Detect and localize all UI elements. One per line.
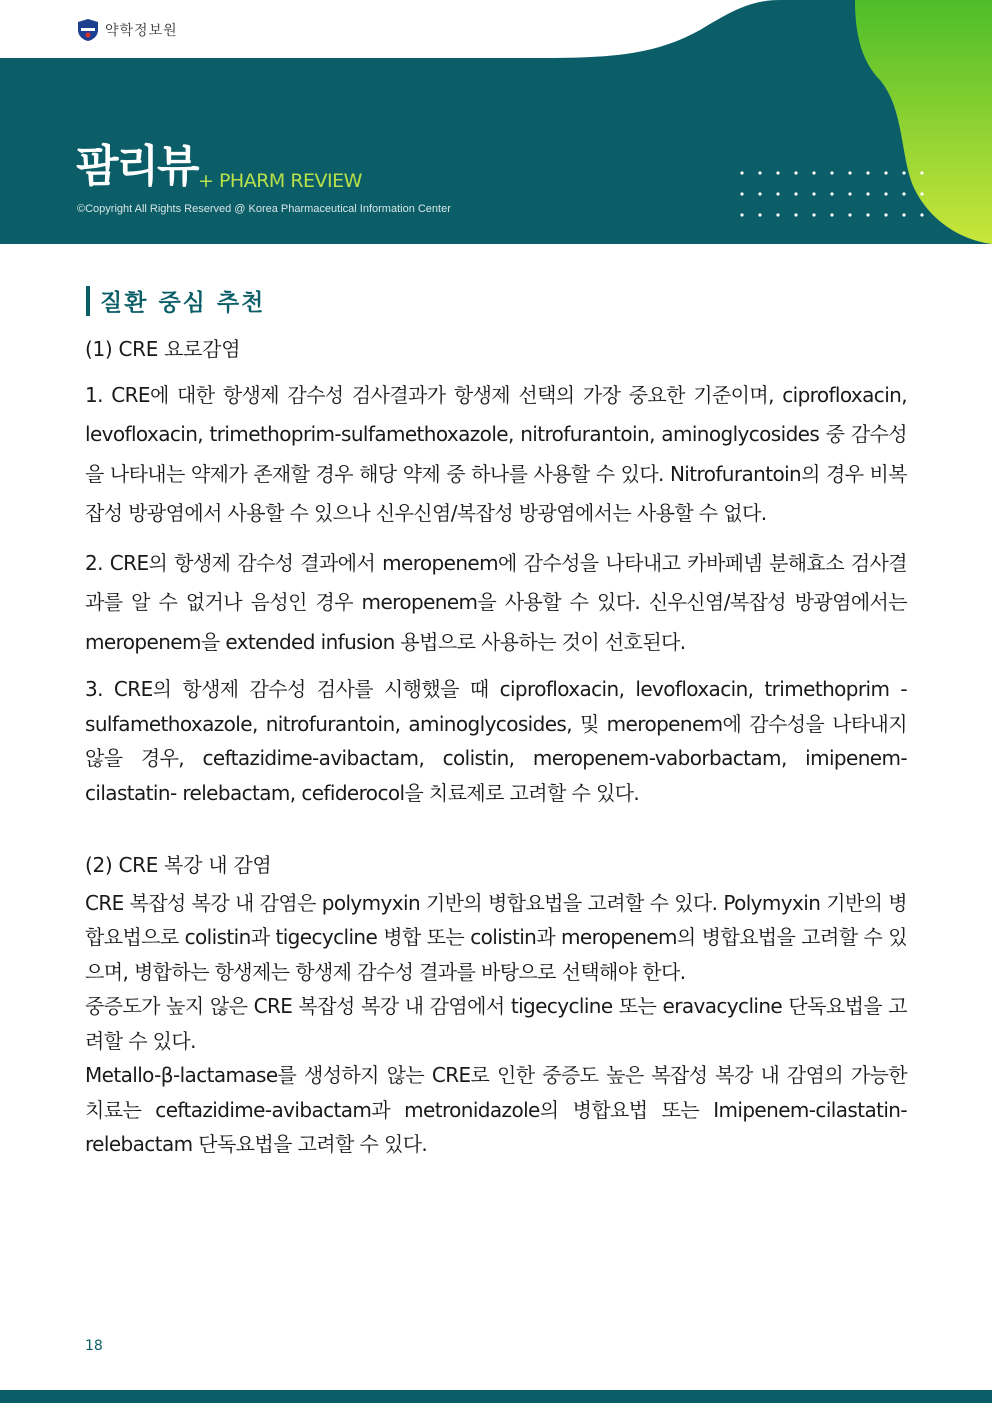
part1-item: 3. CRE의 항생제 감수성 검사를 시행했을 때 ciprofloxacin, levofloxacin, trimethoprim -sulfamethoxazole, nitrofurantoin, aminoglycosides, 및 meropenem에 감수성을 나타내지 않을 경우, ceftazidime-avibactam, colistin, meropenem-vaborbactam, imipenem-cilastatin- relebactam, cefiderocol을 치료제로 고려할 수 있다.: [85, 677, 907, 805]
dot: [776, 213, 779, 216]
dot: [920, 171, 923, 174]
dot: [776, 192, 779, 195]
copyright-text: ©Copyright All Rights Reserved @ Korea Pharmaceutical Information Center: [77, 203, 451, 215]
section-heading: [86, 284, 265, 317]
dot: [866, 192, 869, 195]
main-content: [85, 330, 907, 1162]
dot: [830, 192, 833, 195]
part1-title: (1) CRE 요로감염: [85, 337, 241, 361]
footer-bar: [0, 1390, 992, 1403]
dot: [920, 192, 923, 195]
part1-item: 1. CRE에 대한 항생제 감수성 검사결과가 항생제 선택의 가장 중요한 기준이며, ciprofloxacin, levofloxacin, trimethoprim-sulfamethoxazole, nitrofurantoin, aminoglycosides 중 감수성을 나타내는 약제가 존재할 경우 해당 약제 중 하나를 사용할 수 있다. Nitrofurantoin의 경우 비복잡성 방광염에서 사용할 수 있으나 신우신염/복잡성 방광염에서는 사용할 수 없다.: [85, 382, 907, 525]
dot: [920, 213, 923, 216]
page-number: 18: [85, 1338, 103, 1354]
dot: [884, 213, 887, 216]
dot: [776, 171, 779, 174]
part2-paragraph: 중증도가 높지 않은 CRE 복잡성 복강 내 감염에서 tigecycline 또는 eravacycline 단독요법을 고려할 수 있다.: [85, 994, 907, 1053]
part2-paragraph: Metallo-β-lactamase를 생성하지 않는 CRE로 인한 중증도 높은 복잡성 복강 내 감염의 가능한 치료는 ceftazidime-avibactam과 metronidazole의 병합요법 또는 Imipenem-cilastatin-relebactam 단독요법을 고려할 수 있다.: [85, 1063, 907, 1156]
org-logo: [77, 18, 178, 42]
shield-emblem-icon: [77, 18, 99, 42]
dot: [830, 171, 833, 174]
page-title: 팜리뷰: [76, 141, 198, 192]
dot: [758, 213, 761, 216]
dot: [866, 213, 869, 216]
section-title: 질환 중심 추천: [100, 290, 266, 316]
part2-paragraph: CRE 복잡성 복강 내 감염은 polymyxin 기반의 병합요법을 고려할 수 있다. Polymyxin 기반의 병합요법으로 colistin과 tigecycline 병합 또는 colistin과 meropenem의 병합요법을 고려할 수 있으며, 병합하는 항생제는 항생제 감수성 결과를 바탕으로 선택해야 한다.: [85, 890, 907, 984]
dot: [794, 171, 797, 174]
dot: [794, 213, 797, 216]
dot: [902, 171, 905, 174]
dot: [740, 213, 743, 216]
dot: [902, 192, 905, 195]
heading-bar: [86, 286, 90, 316]
dot: [830, 213, 833, 216]
dot: [758, 192, 761, 195]
dot: [740, 171, 743, 174]
dot: [758, 171, 761, 174]
dot: [902, 213, 905, 216]
dot-pattern: [740, 170, 930, 220]
dot: [884, 192, 887, 195]
dot: [740, 192, 743, 195]
dot: [812, 192, 815, 195]
dot: [812, 213, 815, 216]
dot: [794, 192, 797, 195]
dot: [812, 171, 815, 174]
part2-title: (2) CRE 복강 내 감염: [85, 853, 272, 877]
dot: [848, 213, 851, 216]
page-subtitle: + PHARM REVIEW: [198, 170, 362, 192]
dot: [848, 171, 851, 174]
part1-item: 2. CRE의 항생제 감수성 결과에서 meropenem에 감수성을 나타내고 카바페넴 분해효소 검사결과를 알 수 없거나 음성인 경우 meropenem을 사용할 수 있다. 신우신염/복잡성 방광염에서는 meropenem을 extended infusion 용법으로 사용하는 것이 선호된다.: [85, 550, 907, 654]
org-name: 약학정보원: [105, 23, 178, 39]
dot: [848, 192, 851, 195]
dot: [884, 171, 887, 174]
dot: [866, 171, 869, 174]
